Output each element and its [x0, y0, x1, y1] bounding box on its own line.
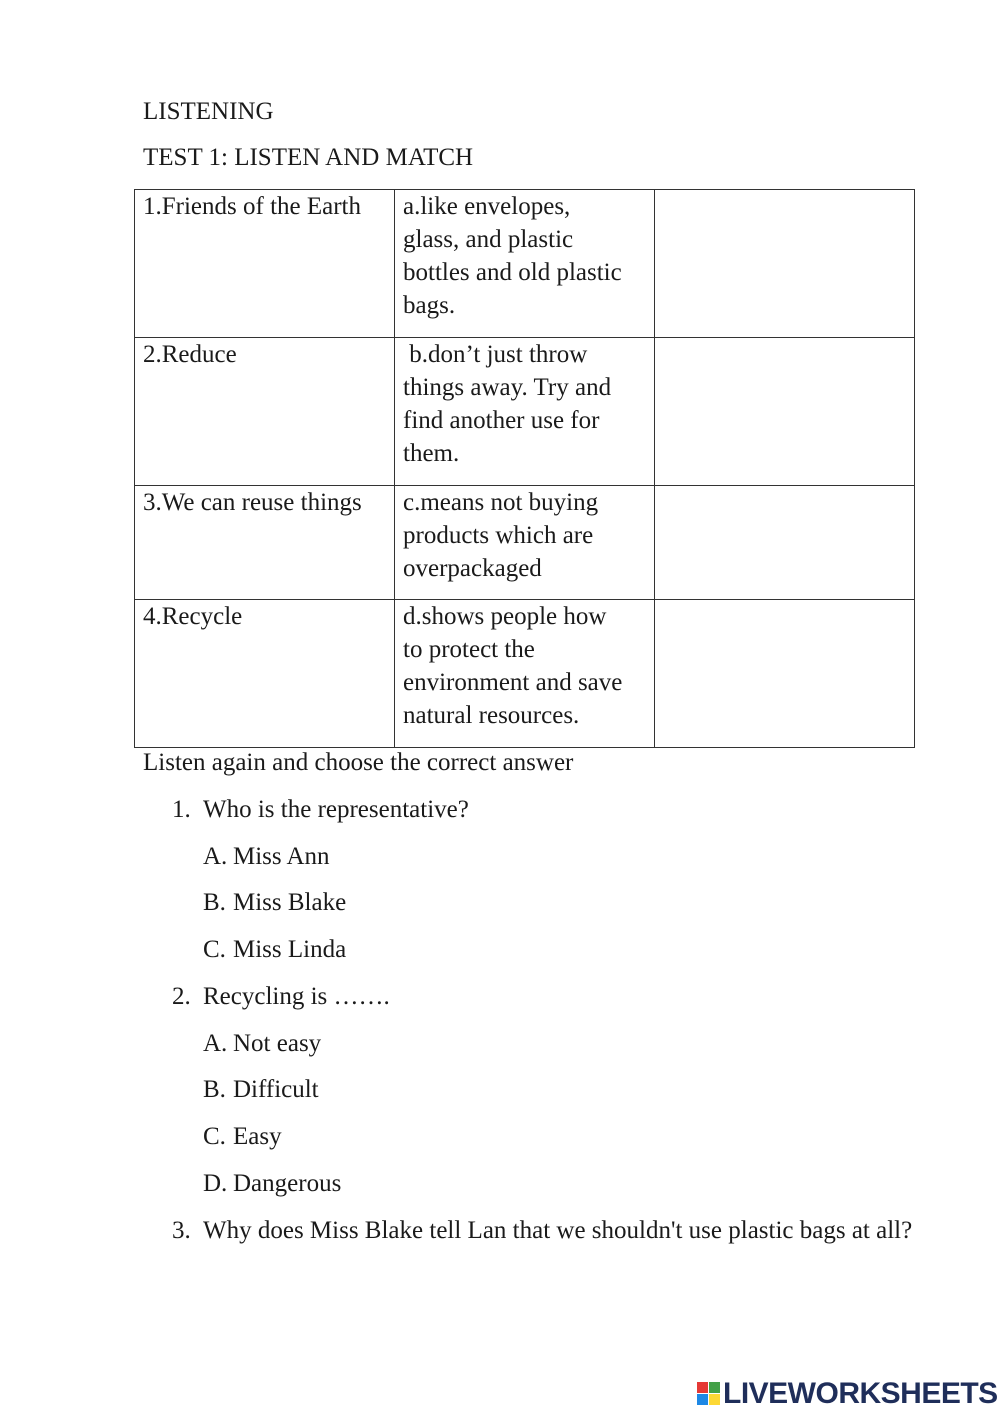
question-text: Who is the representative?	[203, 796, 469, 823]
table-row	[135, 486, 915, 600]
match-right-cell: b.don’t just throw things away. Try and find another use for them.	[395, 338, 655, 486]
option-text: Difficult	[233, 1076, 319, 1103]
match-right-cell: d.shows people how to protect the environment and save natural resources.	[395, 600, 655, 748]
logo-wordmark: LIVEWORKSHEETS	[723, 1377, 998, 1410]
instruction-text: Listen again and choose the correct answer	[143, 749, 574, 776]
option-text: Easy	[233, 1123, 282, 1150]
match-left-cell: 1.Friends of the Earth	[135, 190, 395, 338]
option-text: Dangerous	[233, 1170, 342, 1197]
liveworksheets-logo	[697, 1376, 998, 1412]
match-right-cell: c.means not buying products which are overpackaged	[395, 486, 655, 600]
question-number: 1.	[172, 796, 191, 823]
option-letter: C.	[203, 936, 226, 963]
option-letter: A.	[203, 843, 228, 870]
option-letter: C.	[203, 1123, 226, 1150]
match-left-cell: 4.Recycle	[135, 600, 395, 748]
option-text: Miss Ann	[233, 843, 330, 870]
option-text: Miss Blake	[233, 889, 347, 916]
table-row	[135, 338, 915, 486]
option-letter: D.	[203, 1170, 228, 1197]
match-table	[134, 189, 915, 748]
match-left-cell: 2.Reduce	[135, 338, 395, 486]
option-text: Not easy	[233, 1030, 322, 1057]
table-row	[135, 600, 915, 748]
match-answer-cell[interactable]	[655, 190, 915, 338]
section-heading: LISTENING	[143, 98, 274, 125]
test-title: TEST 1: LISTEN AND MATCH	[143, 144, 474, 171]
option-text: Miss Linda	[233, 936, 347, 963]
match-left-cell: 3.We can reuse things	[135, 486, 395, 600]
option-letter: A.	[203, 1030, 228, 1057]
match-answer-cell[interactable]	[655, 600, 915, 748]
option-letter: B.	[203, 889, 226, 916]
question-number: 3.	[172, 1217, 191, 1244]
logo-grid-icon	[697, 1382, 721, 1406]
table-row	[135, 190, 915, 338]
question-text: Why does Miss Blake tell Lan that we shouldn't use plastic bags at all?	[203, 1217, 913, 1244]
question-number: 2.	[172, 983, 191, 1010]
option-letter: B.	[203, 1076, 226, 1103]
match-answer-cell[interactable]	[655, 486, 915, 600]
match-answer-cell[interactable]	[655, 338, 915, 486]
question-text: Recycling is …….	[203, 983, 390, 1010]
match-right-cell: a.like envelopes, glass, and plastic bottles and old plastic bags.	[395, 190, 655, 338]
